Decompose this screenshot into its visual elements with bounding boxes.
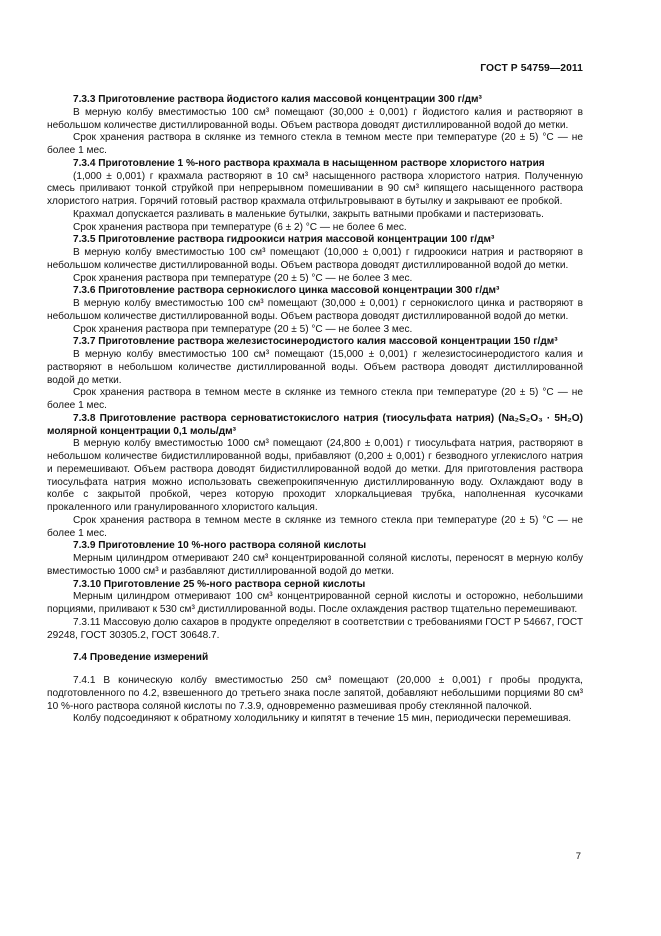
document-header: ГОСТ Р 54759—2011 [480,63,583,74]
body-paragraph: В мерную колбу вместимостью 1000 см³ помещают (24,800 ± 0,001) г тиосульфата натрия, растворяют в небольшом количестве бидистиллированной воды, прибавляют (0,200 ± 0,001) г безводного углекислого натрия и перемешивают. Объем раствора доводят бидистиллированной водой до метки. Для приготовления раствора тиосульфата натрия можно использовать свежепрокипяченную дистиллированную воду. Охлаждают воду в колбе с закрытой пробкой, через которую проходит хлоркальциевая трубка, наполненная кусочками прокаленного или гранулированного хлористого кальция. [47,438,583,513]
body-paragraph: 7.4.1 В коническую колбу вместимостью 250 см³ помещают (20,000 ± 0,001) г пробы продукта, подготовленного по 4.2, взвешенного до третьего знака после запятой, добавляют небольшими порциями 80 см³ 10 %-ного раствора соляной кислоты по 7.3.9, одновременно размешивая пробу стеклянной палочкой. [47,675,583,712]
body-paragraph: Срок хранения раствора в темном месте в склянке из темного стекла при температуре (20 ± 5) °С — не более 1 мес. [47,387,583,411]
body-paragraph: В мерную колбу вместимостью 100 см³ помещают (15,000 ± 0,001) г железистосинеродистого калия и растворяют в небольшом количестве дистиллированной воды. Объем раствора доводят дистиллированной водой до метки. [47,349,583,386]
section-heading: 7.3.8 Приготовление раствора серноватистокислого натрия (тиосульфата натрия) (Na₂S₂O₃ · 5H₂O) молярной концентрации 0,1 моль/дм³ [47,412,583,437]
body-paragraph: Срок хранения раствора при температуре (20 ± 5) °С — не более 3 мес. [73,323,413,335]
section-heading: 7.3.3 Приготовление раствора йодистого калия массовой концентрации 300 г/дм³ [73,94,482,105]
body-paragraph: Срок хранения раствора при температуре (20 ± 5) °С — не более 3 мес. [73,272,413,284]
body-paragraph: Срок хранения раствора в склянке из темного стекла в темном месте при температуре (20 ± 5) °С — не более 1 мес. [47,132,583,156]
section-heading: 7.3.6 Приготовление раствора сернокислого цинка массовой концентрации 300 г/дм³ [73,285,500,297]
body-paragraph: (1,000 ± 0,001) г крахмала растворяют в 10 см³ насыщенного раствора хлористого натрия. Полученную смесь приливают тонкой струйкой при непрерывном помешивании в 90 см³ кипящего насыщенного раствора хлористого натрия. Горячий готовый раствор крахмала отфильтровывают в бутылку и закрывают ее пробкой. [47,170,583,207]
body-paragraph: Срок хранения раствора при температуре (6 ± 2) °С — не более 6 мес. [73,221,407,233]
body-paragraph: Срок хранения раствора в темном месте в склянке из темного стекла при температуре (20 ± 5) °С — не более 1 мес. [47,514,583,539]
section-heading: 7.3.9 Приготовление 10 %-ного раствора соляной кислоты [73,540,367,552]
body-paragraph: Крахмал допускается разливать в маленькие бутылки, закрыть ватными пробками и пастеризовать. [73,208,544,220]
body-paragraph: Колбу подсоединяют к обратному холодильнику и кипятят в течение 15 мин, периодически перемешивая. [73,713,572,725]
body-paragraph: В мерную колбу вместимостью 100 см³ помещают (10,000 ± 0,001) г гидроокиси натрия и растворяют в небольшом количестве дистиллированной воды. Объем раствора доводят дистиллированной водой до метки. [47,247,583,271]
body-paragraph: Мерным цилиндром отмеривают 100 см³ концентрированной серной кислоты и осторожно, небольшими порциями, приливают к 530 см³ дистиллированной воды. После охлаждения раствор тщательно перемешивают. [47,591,583,615]
section-heading: 7.3.7 Приготовление раствора железистосинеродистого калия массовой концентрации 150 г/дм³ [73,336,558,348]
body-paragraph: В мерную колбу вместимостью 100 см³ помещают (30,000 ± 0,001) г сернокислого цинка и растворяют в небольшом количестве дистиллированной воды. Объем раствора доводят дистиллированной водой до метки. [47,298,583,322]
document-body [47,94,583,726]
body-paragraph: 7.3.11 Массовую долю сахаров в продукте определяют в соответствии с требованиями ГОСТ Р 54667, ГОСТ 29248, ГОСТ 30305.2, ГОСТ 30648.7. [47,616,583,641]
body-paragraph: Мерным цилиндром отмеривают 240 см³ концентрированной соляной кислоты, переносят в мерную колбу вместимостью 1000 см³ и разбавляют дистиллированной водой до метки. [47,553,583,577]
section-heading: 7.3.4 Приготовление 1 %-ного раствора крахмала в насыщенном растворе хлористого натрия [73,157,545,169]
section-heading: 7.3.5 Приготовление раствора гидроокиси натрия массовой концентрации 100 г/дм³ [73,234,495,246]
section-heading: 7.3.10 Приготовление 25 %-ного раствора серной кислоты [73,578,366,590]
page-number: 7 [575,851,581,862]
body-paragraph: В мерную колбу вместимостью 100 см³ помещают (30,000 ± 0,001) г йодистого калия и растворяют в небольшом количестве дистиллированной воды. Объем раствора доводят дистиллированной водой до метки. [47,106,583,131]
section-heading: 7.4 Проведение измерений [73,652,209,664]
